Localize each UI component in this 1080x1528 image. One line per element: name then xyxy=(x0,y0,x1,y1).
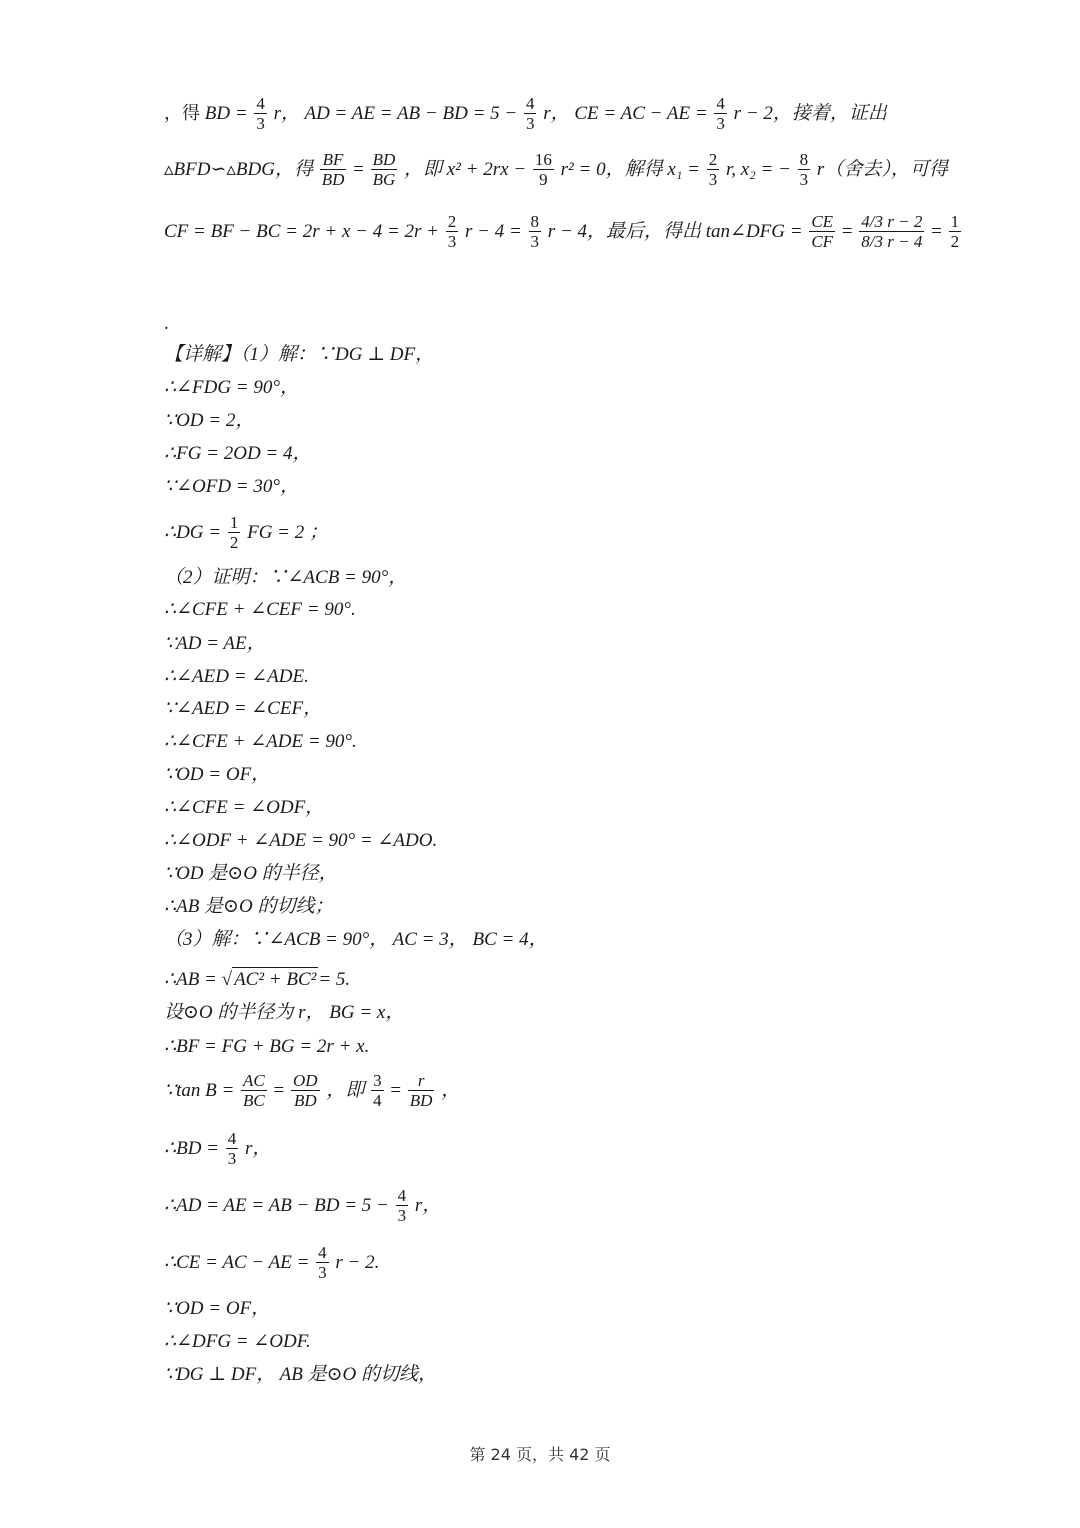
fraction: $\frac{4}{3}$ xyxy=(227,1129,237,1168)
fraction: $\frac{OD}{BD}$ xyxy=(293,1071,318,1110)
detail-line-16: ∵OD 是⊙O 的半径， xyxy=(164,863,338,884)
fraction: $\frac{4}{3}$ xyxy=(397,1186,407,1225)
fraction: $\frac{CE}{CF}$ xyxy=(811,212,834,251)
fraction: $\frac{16}{9}$ xyxy=(534,150,552,189)
fraction: $\frac{BF}{BD}$ xyxy=(321,150,345,189)
fraction: $\frac{4}{3}$ xyxy=(716,94,725,133)
detail-line-28: ∵DG ⊥ DF， AB 是⊙O 的切线， xyxy=(164,1364,437,1385)
detail-line-17: ∴AB 是⊙O 的切线； xyxy=(164,896,334,917)
fraction: $\frac{3}{4}$ xyxy=(373,1071,382,1110)
fraction: $\frac{1}{2}$ xyxy=(950,212,960,251)
detail-line-25: ∴CE = AC − AE = $\frac{4}{3}$ r − 2. xyxy=(164,1243,380,1282)
summary-line-3: CF = BF − BC = 2r + x − 4 = 2r + $\frac{2}{3}$ r − 4 = $\frac{8}{3}$ r − 4，最后，得出 tan∠DFG = $\frac{CE}{CF}$ = $\frac{4/3 r - 2}{8/3 r - 4}$ = $\frac{1}{2}$ xyxy=(164,212,960,251)
detail-line-13: ∵OD = OF， xyxy=(164,764,271,785)
detail-line-20: 设⊙O 的半径为 r， BG = x， xyxy=(164,1002,405,1023)
summary-line-2: ▵BFD∽▵BDG，得 $\frac{BF}{BD}$ = $\frac{BD}{BG}$ ，即 x² + 2rx − $\frac{16}{9}$ r² = 0，解得 x₁ = $\frac{2}{3}$ r, x₂ = − $\frac{8}{3}$ r（舍去），可得 xyxy=(164,150,948,189)
fraction: $\frac{4}{3}$ xyxy=(318,1243,327,1282)
detail-line-5: ∵∠OFD = 30°， xyxy=(164,476,299,497)
fraction: $\frac{8}{3}$ xyxy=(799,150,809,189)
summary-dot: . xyxy=(164,313,169,334)
fraction: $\frac{1}{2}$ xyxy=(229,513,239,552)
detail-line-12: ∴∠CFE + ∠ADE = 90°. xyxy=(164,731,357,752)
detail-line-7: （2）证明：∵∠ACB = 90°， xyxy=(164,567,408,588)
compound-fraction: $\frac{4/3 r - 2}{8/3 r - 4}$ xyxy=(861,212,923,251)
fraction: $\frac{8}{3}$ xyxy=(530,212,540,251)
detail-line-19: ∴AB = √ AC² + BC²= 5. xyxy=(164,968,351,991)
detail-line-11: ∵∠AED = ∠CEF， xyxy=(164,698,323,719)
detail-line-24: ∴AD = AE = AB − BD = 5 − $\frac{4}{3}$ r， xyxy=(164,1186,442,1225)
detail-line-23: ∴BD = $\frac{4}{3}$ r， xyxy=(164,1129,272,1168)
detail-line-9: ∵AD = AE， xyxy=(164,633,266,654)
detail-line-27: ∴∠DFG = ∠ODF. xyxy=(164,1331,311,1352)
detail-line-18: （3）解：∵∠ACB = 90°， AC = 3， BC = 4， xyxy=(164,929,548,950)
summary-line-1: ，得 BD = $\frac{4}{3}$ r， AD = AE = AB − BD = 5 − $\frac{4}{3}$ r， CE = AC − AE = $\frac{4}{3}$ r − 2，接着，证出 xyxy=(164,94,887,133)
page-footer: 第 24 页，共 42 页 xyxy=(469,1445,611,1464)
detail-line-3: ∵OD = 2， xyxy=(164,410,255,431)
detail-line-10: ∴∠AED = ∠ADE. xyxy=(164,666,309,687)
sqrt-radicand: AC² + BC² xyxy=(234,969,317,991)
detail-line-6: ∴DG = $\frac{1}{2}$ FG = 2 ； xyxy=(164,513,329,552)
fraction: $\frac{2}{3}$ xyxy=(708,150,718,189)
detail-line-2: ∴∠FDG = 90°， xyxy=(164,377,299,398)
fraction: $\frac{r}{BD}$ xyxy=(409,1071,433,1110)
detail-line-15: ∴∠ODF + ∠ADE = 90° = ∠ADO. xyxy=(164,830,438,851)
fraction: $\frac{AC}{BC}$ xyxy=(243,1071,265,1110)
detail-line-21: ∴BF = FG + BG = 2r + x. xyxy=(164,1036,370,1057)
detail-line-22: ∵tan B = $\frac{AC}{BC}$ = $\frac{OD}{BD}$ ，即 $\frac{3}{4}$ = $\frac{r}{BD}$ ， xyxy=(164,1071,461,1110)
detail-line-8: ∴∠CFE + ∠CEF = 90°. xyxy=(164,599,356,620)
fraction: $\frac{4}{3}$ xyxy=(256,94,265,133)
detail-line-26: ∵OD = OF， xyxy=(164,1298,271,1319)
fraction: $\frac{BD}{BG}$ xyxy=(372,150,396,189)
fraction: $\frac{4}{3}$ xyxy=(525,94,535,133)
detail-line-4: ∴FG = 2OD = 4， xyxy=(164,443,312,464)
detail-line-1: 【详解】（1）解：∵DG ⊥ DF， xyxy=(164,344,435,365)
detail-line-14: ∴∠CFE = ∠ODF， xyxy=(164,797,325,818)
fraction: $\frac{2}{3}$ xyxy=(447,212,457,251)
